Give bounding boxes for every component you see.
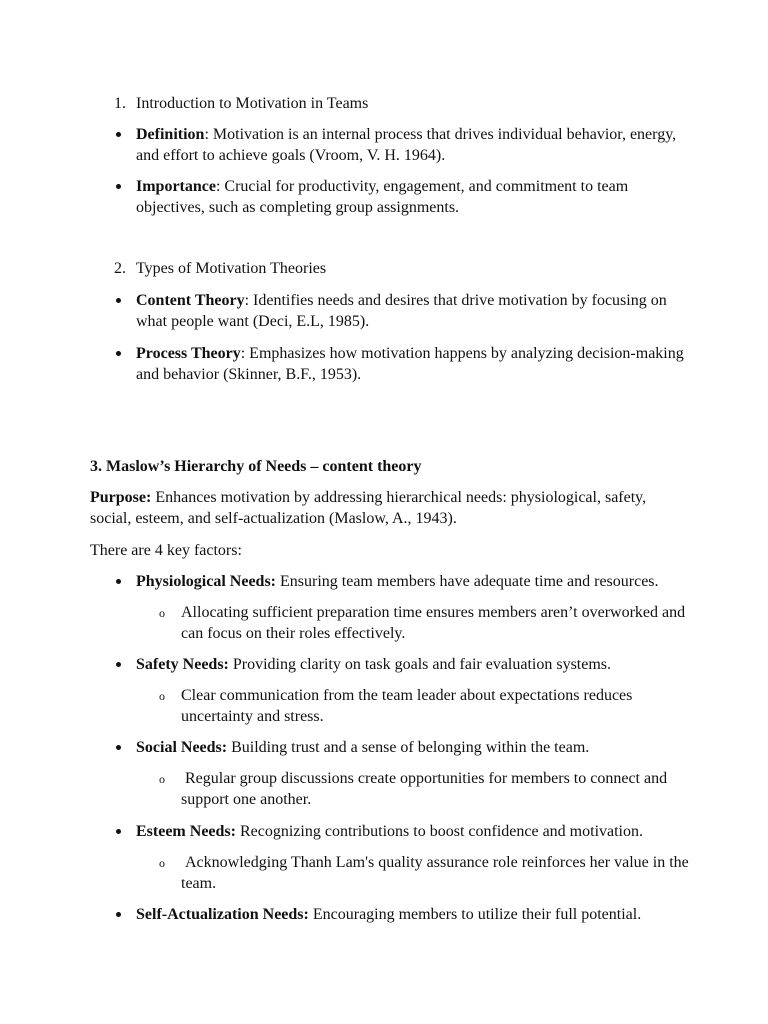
need-label: Self-Actualization Needs: xyxy=(136,906,309,923)
bullet-icon xyxy=(116,829,121,834)
sub-bullet-icon: o xyxy=(159,856,165,870)
purpose-text: Enhances motivation by addressing hierarchical needs: physiological, safety, social, esteem, and self-actualization (Maslow, A., 1943). xyxy=(90,489,647,527)
bullet-icon xyxy=(116,132,121,137)
section-heading: 3. Maslow’s Hierarchy of Needs – content theory xyxy=(90,458,422,475)
list-number: 1. xyxy=(114,95,126,112)
bullet-icon xyxy=(116,662,121,667)
list-item xyxy=(136,654,696,675)
need-text: Encouraging members to utilize their full potential. xyxy=(308,906,642,923)
bullet-icon xyxy=(116,579,121,584)
purpose-label: Purpose: xyxy=(90,489,152,506)
list-item xyxy=(136,176,696,218)
need-text: Ensuring team members have adequate time and resources. xyxy=(276,573,659,590)
need-text: Recognizing contributions to boost confidence and motivation. xyxy=(235,823,643,840)
bullet-icon xyxy=(116,184,121,189)
list-item xyxy=(136,290,696,332)
need-label: Physiological Needs: xyxy=(136,573,276,590)
item-label: Definition xyxy=(136,126,205,143)
list-item xyxy=(136,904,696,925)
list-item xyxy=(136,124,696,166)
item-label: Importance xyxy=(136,178,216,195)
item-label: Process Theory xyxy=(136,345,241,362)
list-item xyxy=(136,821,696,842)
section-title: Types of Motivation Theories xyxy=(136,260,327,277)
sub-list-item: Clear communication from the team leader about expectations reduces uncertainty and stress. xyxy=(181,687,633,725)
factors-intro: There are 4 key factors: xyxy=(90,542,242,559)
bullet-icon xyxy=(116,912,121,917)
sub-list-item: Allocating sufficient preparation time ensures members aren’t overworked and can focus on their roles effectively. xyxy=(181,604,686,642)
bullet-icon xyxy=(116,298,121,303)
section-title: Introduction to Motivation in Teams xyxy=(136,95,369,112)
list-item xyxy=(136,737,696,758)
need-label: Social Needs: xyxy=(136,739,228,756)
need-text: Building trust and a sense of belonging within the team. xyxy=(227,739,590,756)
item-text: : Emphasizes how motivation happens by analyzing decision-making and behavior (Skinner, B.F., 1953). xyxy=(136,345,684,383)
bullet-icon xyxy=(116,351,121,356)
item-text: : Motivation is an internal process that drives individual behavior, energy, and effort to achieve goals (Vroom, V. H. 1964). xyxy=(136,126,677,164)
purpose-paragraph xyxy=(90,487,690,529)
sub-list-item: Acknowledging Thanh Lam's quality assurance role reinforces her value in the team. xyxy=(181,854,693,892)
list-item xyxy=(136,343,696,385)
sub-list-item: Regular group discussions create opportunities for members to connect and support one another. xyxy=(181,770,672,808)
item-label: Content Theory xyxy=(136,292,245,309)
bullet-icon xyxy=(116,745,121,750)
sub-bullet-icon: o xyxy=(159,689,165,703)
item-text: : Crucial for productivity, engagement, and commitment to team objectives, such as completing group assignments. xyxy=(136,178,629,216)
sub-bullet-icon: o xyxy=(159,772,165,786)
need-text: Providing clarity on task goals and fair evaluation systems. xyxy=(228,656,612,673)
list-item xyxy=(136,571,696,592)
item-text: : Identifies needs and desires that drive motivation by focusing on what people want (Deci, E.L, 1985). xyxy=(136,292,667,330)
need-label: Esteem Needs: xyxy=(136,823,236,840)
list-number: 2. xyxy=(114,260,126,277)
sub-bullet-icon: o xyxy=(159,606,165,620)
need-label: Safety Needs: xyxy=(136,656,229,673)
